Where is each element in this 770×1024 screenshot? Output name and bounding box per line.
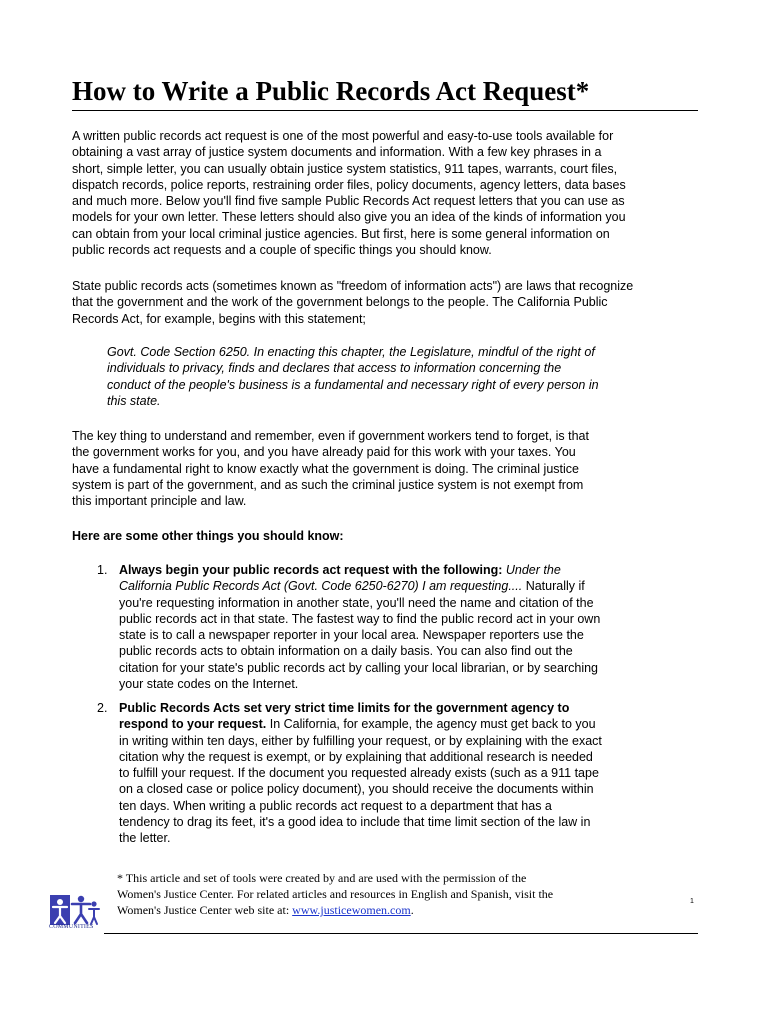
footnote-text: Women's Justice Center web site at: (117, 903, 293, 917)
page-number: 1 (690, 898, 694, 905)
intro-line: short, simple letter, you can usually obtain justice system statistics, 911 tapes, warrants, court files, (72, 161, 618, 176)
footnote (117, 870, 553, 918)
justicewomen-link[interactable]: www.justicewomen.com (292, 903, 411, 917)
intro-paragraph (72, 128, 698, 258)
item-line: you're requesting information in another state, you'll need the name and citation of the (119, 595, 594, 610)
key-line: have a fundamental right to know exactly what the government is doing. The criminal justice (72, 461, 579, 476)
key-line: the government works for you, and you have already paid for this work with your taxes. You (72, 445, 576, 460)
item-line: ten days. When writing a public records act request to a department that has a (119, 798, 552, 813)
item-line: on a closed case or police policy document), you should receive the documents within (119, 782, 594, 797)
key-line: system is part of the government, and as such the criminal justice system is not exempt from (72, 477, 584, 492)
key-line: The key thing to understand and remember, even if government workers tend to forget, is that (72, 429, 589, 443)
item-text: In California, for example, the agency must get back to you (266, 717, 596, 732)
quote-line: conduct of the people's business is a fundamental and necessary right of every person in (107, 377, 599, 392)
state-line: that the government and the work of the government belongs to the people. The California Public (72, 295, 608, 310)
intro-line: and much more. Below you'll find five sample Public Records Act request letters that you can use as (72, 194, 625, 209)
list-item-body (119, 700, 699, 847)
list-number: 2. (97, 701, 108, 715)
quote-line: individuals to privacy, finds and declares that access to information concerning the (107, 361, 562, 376)
item-bold-text: respond to your request. (119, 717, 267, 732)
item-line: to fulfill your request. If the document you requested already exists (such as a 911 tape (119, 766, 599, 781)
footnote-line: Women's Justice Center. For related articles and resources in English and Spanish, visit the (117, 887, 554, 901)
item-line: public records acts to obtain information on a daily basis. You can also find out the (119, 644, 573, 659)
intro-line: dispatch records, police reports, restraining order files, policy documents, agency letters, data bases (72, 177, 626, 192)
intro-line: can obtain from your local criminal justice agencies. But first, here is some general information on (72, 226, 610, 241)
item-bold-text: Public Records Acts set very strict time limits for the government agency to (119, 701, 570, 715)
footnote-line: * This article and set of tools were created by and are used with the permission of the (117, 871, 527, 885)
list-number: 1. (97, 563, 108, 577)
key-line: this important principle and law. (72, 494, 247, 509)
footnote-text: . (410, 903, 414, 917)
footer-rule (104, 933, 698, 934)
list-item-body (119, 562, 699, 692)
item-line: your state codes on the Internet. (119, 677, 299, 692)
section-subheading: Here are some other things you should know: (72, 529, 344, 543)
intro-line: models for your own letter. These letters should also give you an idea of the kinds of information you (72, 210, 626, 225)
state-line: Records Act, for example, begins with this statement; (72, 311, 366, 326)
intro-line: A written public records act request is one of the most powerful and easy-to-use tools available for (72, 129, 614, 143)
logo-caption: COMMUNITIES (49, 924, 94, 930)
state-line: State public records acts (sometimes known as "freedom of information acts") are laws that recognize (72, 279, 634, 293)
item-line: in writing within ten days, either by fulfilling your request, or by explaining with the exact (119, 733, 602, 748)
title-rule (72, 110, 698, 111)
item-line: tendency to drag its feet, it's a good idea to include that time limit section of the law in (119, 815, 591, 830)
item-text: Naturally if (525, 579, 585, 594)
intro-line: obtaining a vast array of justice system documents and information. With a few key phrases in a (72, 145, 602, 160)
item-bold-text: Always begin your public records act request with the following: (119, 563, 503, 577)
item-line: public records act in that state. The fastest way to find the public record act in your own (119, 611, 601, 626)
quote-line: this state. (107, 393, 161, 408)
item-line: the letter. (119, 831, 171, 846)
item-line: state is to call a newspaper reporter in your local area. Newspaper reporters use the (119, 628, 584, 643)
state-acts-paragraph (72, 278, 698, 327)
item-italic-text: Under the (505, 563, 561, 577)
item-italic-text: California Public Records Act (Govt. Code 6250-6270) I am requesting.... (119, 579, 523, 594)
intro-line: public records act requests and a couple of specific things you should know. (72, 243, 492, 258)
key-thing-paragraph (72, 428, 698, 509)
page-title: How to Write a Public Records Act Request* (72, 76, 590, 106)
quote-line: Govt. Code Section 6250. In enacting this chapter, the Legislature, mindful of the right of (107, 345, 595, 359)
item-line: citation why the request is exempt, or by explaining that additional research is needed (119, 749, 593, 764)
item-line: citation for your state's public records act by calling your local librarian, or by searching (119, 660, 598, 675)
govt-code-quote (107, 344, 687, 409)
